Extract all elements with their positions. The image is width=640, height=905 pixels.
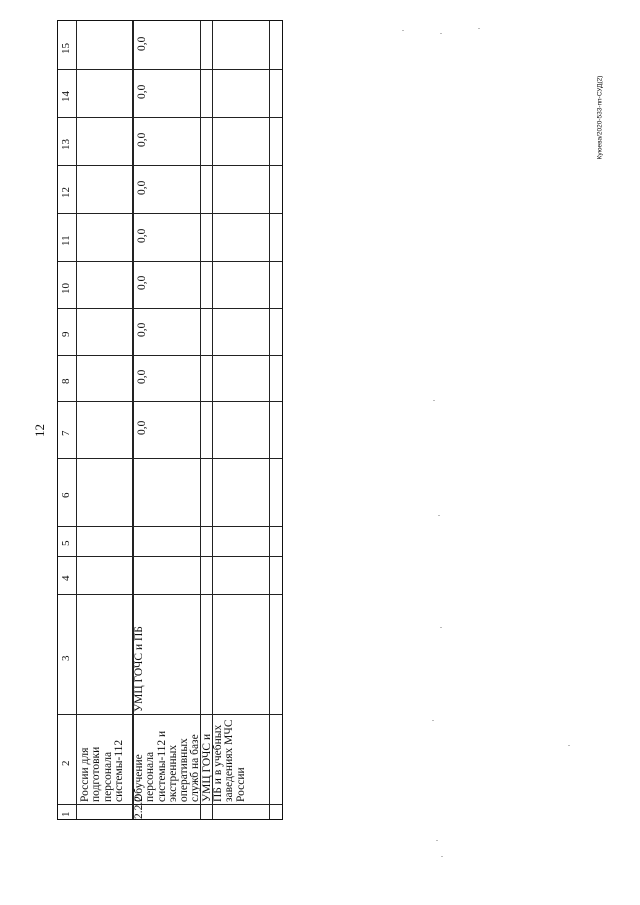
column-number-1: 1 [60,811,72,817]
column-divider [58,594,282,595]
column-number-3: 3 [60,655,72,661]
column-number-11: 11 [60,235,72,246]
value-col-13: 0,0 [136,132,148,147]
item-name: Обучение персонала системы-112 и экстренных оперативных служб на базе УМЦ ГОЧС и ПБ и в учебных заведениях МЧС России [133,719,247,802]
column-divider [58,308,282,309]
item-name-continued: России для подготовки персонала системы-112 [79,739,125,802]
row-divider [212,21,213,819]
rotated-table [57,20,283,820]
column-divider [58,165,282,166]
value-col-12: 0,0 [136,180,148,195]
column-number-9: 9 [60,331,72,337]
value-col-14: 0,0 [136,84,148,99]
scan-speck [440,33,442,34]
item-id: 2.2.2 [133,796,145,819]
column-divider [58,804,282,805]
page-number: 12 [32,424,47,437]
scan-speck [433,400,435,401]
header-row-divider [76,21,77,819]
column-divider [58,261,282,262]
column-divider [58,69,282,70]
value-col-7: 0,0 [136,420,148,435]
value-col-11: 0,0 [136,228,148,243]
column-number-14: 14 [60,91,72,102]
value-col-10: 0,0 [136,275,148,290]
column-number-7: 7 [60,430,72,436]
column-divider [58,117,282,118]
item-executor: УМЦ ГОЧС и ПБ [133,626,145,712]
column-divider [58,556,282,557]
scan-speck [441,856,443,857]
column-divider [58,526,282,527]
column-number-12: 12 [60,187,72,198]
scan-speck [478,28,480,29]
row-divider [269,21,270,819]
scan-speck [438,515,440,516]
column-number-2: 2 [60,760,72,766]
scan-speck [440,627,442,628]
value-col-8: 0,0 [136,369,148,384]
column-divider [58,355,282,356]
column-number-10: 10 [60,283,72,294]
column-number-6: 6 [60,492,72,498]
column-divider [58,714,282,715]
scan-speck [436,840,438,841]
file-reference: Куюева/2020-533-пп-СУД(2) [596,75,604,160]
column-number-8: 8 [60,378,72,384]
column-divider [58,213,282,214]
column-divider [58,401,282,402]
column-number-4: 4 [60,575,72,581]
column-number-13: 13 [60,139,72,150]
scan-speck [402,30,404,31]
value-col-9: 0,0 [136,322,148,337]
column-number-5: 5 [60,540,72,546]
row-divider [200,21,201,819]
column-number-15: 15 [60,43,72,54]
column-divider [58,458,282,459]
value-col-15: 0,0 [136,36,148,51]
scan-speck [432,720,434,721]
scan-speck [568,745,570,746]
